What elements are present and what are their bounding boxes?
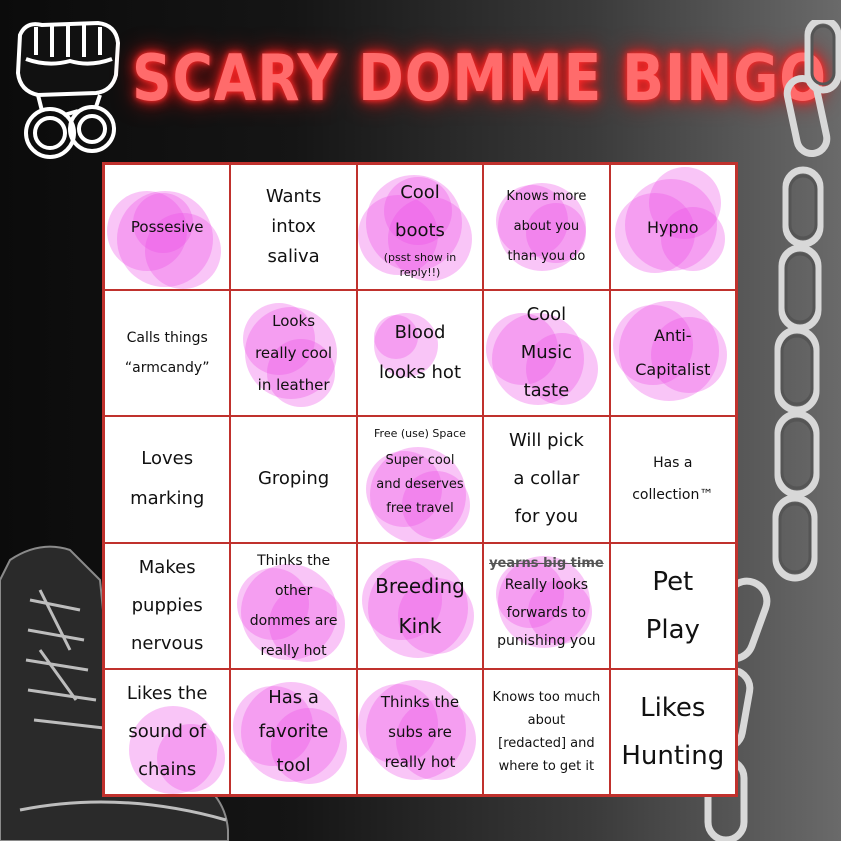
bingo-cell[interactable]	[104, 543, 230, 669]
cell-text: Blood looks hot	[378, 322, 461, 384]
bingo-cell[interactable]	[104, 416, 230, 542]
bingo-cell[interactable]	[483, 543, 609, 669]
bingo-cell[interactable]	[230, 543, 356, 669]
bingo-cell[interactable]	[104, 164, 230, 290]
page-title: SCARY DOMME BINGO	[132, 42, 827, 116]
cell-text: Looks really cool in leather	[255, 312, 333, 395]
bingo-cell[interactable]	[104, 290, 230, 416]
cell-text: Likes Hunting	[621, 692, 725, 771]
cell-text: Pet Play	[645, 566, 700, 645]
cell-text: Anti- Capitalist	[635, 326, 711, 380]
fist-handcuffs-icon	[8, 15, 126, 165]
cell-text: Knows more about you than you do	[506, 189, 587, 265]
bingo-cell[interactable]	[610, 543, 736, 669]
bingo-cell[interactable]	[230, 669, 356, 795]
cell-text: Has a collection™	[632, 455, 714, 504]
bingo-cell[interactable]	[104, 669, 230, 795]
bingo-cell[interactable]	[610, 164, 736, 290]
bingo-cell[interactable]	[610, 290, 736, 416]
cell-text: Likes the sound of chains	[126, 682, 208, 780]
cell-text: Loves marking	[130, 448, 205, 510]
bingo-cell[interactable]	[610, 416, 736, 542]
cell-text: Calls things “armcandy”	[124, 330, 210, 377]
cell-note: (psst show in reply!!)	[383, 251, 457, 280]
cell-text: Thinks the other dommes are really hot	[249, 552, 338, 659]
cell-text: Will pick a collar for you	[508, 430, 584, 528]
cell-text: Knows too much about [redacted] and where to get it	[492, 689, 601, 774]
cell-header: Free (use) Space	[374, 427, 466, 441]
cell-text: Super cool and deserves free travel	[376, 453, 464, 517]
cell-text: Has a favorite tool	[258, 686, 329, 776]
cell-text: Cool boots	[395, 182, 445, 242]
bingo-cell[interactable]	[610, 669, 736, 795]
cell-text: Hypno	[647, 217, 699, 237]
bingo-cell[interactable]	[230, 164, 356, 290]
bingo-cell[interactable]	[357, 164, 483, 290]
bingo-cell[interactable]	[483, 669, 609, 795]
cell-text: Thinks the subs are really hot	[380, 692, 460, 771]
cell-text: Breeding Kink	[375, 573, 465, 638]
cell-text: Possesive	[130, 218, 204, 237]
bingo-cell[interactable]	[357, 416, 483, 542]
bingo-cell[interactable]	[483, 290, 609, 416]
cell-text: Cool Music taste	[520, 304, 572, 402]
bingo-cell[interactable]	[230, 416, 356, 542]
bingo-cell[interactable]	[483, 416, 609, 542]
bingo-cell[interactable]	[483, 164, 609, 290]
bingo-grid	[102, 162, 738, 797]
cell-text: Really looks forwards to punishing you	[497, 576, 596, 649]
bingo-cell[interactable]	[230, 290, 356, 416]
cell-text: Groping	[257, 468, 330, 490]
bingo-cell[interactable]	[357, 669, 483, 795]
struck-text: yearns big time	[489, 555, 604, 571]
cell-text: Wants intox saliva	[265, 186, 322, 268]
bingo-cell[interactable]	[357, 543, 483, 669]
cell-text: Makes puppies nervous	[131, 556, 204, 654]
bingo-cell[interactable]	[357, 290, 483, 416]
